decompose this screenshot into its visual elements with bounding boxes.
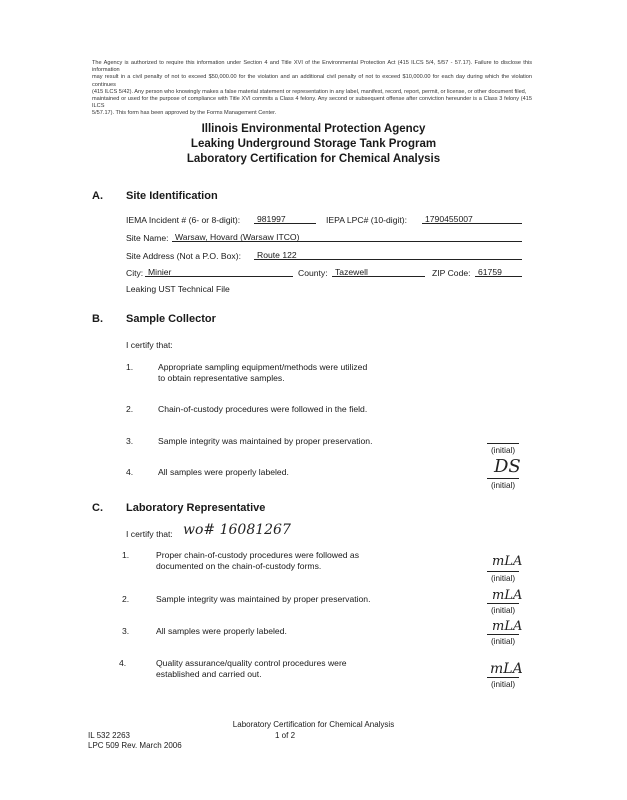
collector-item-text: Chain-of-custody procedures were followed in the field. [158,404,368,414]
lab-item-text: Quality assurance/quality control procedures were [156,658,347,668]
lab-item-number: 1. [122,550,130,560]
collector-item-number: 2. [126,404,134,414]
site-name-label: Site Name: [126,233,169,243]
lab-item-text: established and carried out. [156,669,262,679]
lab-item-text: Sample integrity was maintained by proper preservation. [156,594,371,604]
lab-initial-label: (initial) [490,680,516,689]
lab-initial-line [487,677,519,678]
incident-label: IEMA Incident # (6- or 8-digit): [126,215,241,225]
collector-certify: I certify that: [126,340,173,350]
city-label: City: [126,268,144,278]
zip-label: ZIP Code: [432,268,471,278]
lab-initial-label: (initial) [490,574,516,583]
file-label: Leaking UST Technical File [126,284,230,294]
collector-initial-label: (initial) [490,481,516,490]
county-field[interactable]: Tazewell [332,267,425,277]
lab-initials-signature: mLA [492,554,523,569]
collector-item-text: to obtain representative samples. [158,373,285,383]
footer-page-number: 1 of 2 [275,731,296,740]
lab-initial-label: (initial) [490,637,516,646]
collector-item-number: 3. [126,436,134,446]
lab-initials-signature: mLA [490,661,523,677]
section-c-title: Laboratory Representative [126,502,266,514]
section-a-letter: A. [92,190,103,202]
section-b-title: Sample Collector [126,313,216,325]
collector-initial-label: (initial) [490,446,516,455]
lpc-label: IEPA LPC# (10-digit): [326,215,408,225]
site-address-label: Site Address (Not a P.O. Box): [126,251,241,261]
lab-item-text: documented on the chain-of-custody forms. [156,561,322,571]
section-b-letter: B. [92,313,103,325]
collector-item-text: Sample integrity was maintained by proper preservation. [158,436,373,446]
disclaimer-line: (415 ILCS 5/42). Any person who knowingly makes a false material statement or representation in any label, manifest, record, report, permit, or license, or other document filed, [92,88,527,95]
handwritten-work-order: wo# 16081267 [183,522,291,538]
collector-initial-line [487,443,519,444]
lab-certify: I certify that: [126,529,173,539]
collector-item-text: All samples were properly labeled. [158,467,289,477]
lab-item-number: 2. [122,594,130,604]
disclaimer-line: The Agency is authorized to require this information under Section 4 and Title XVI of the Environmental Protection Act (415 ILCS 5/4, 5/57 - 57.17). Failure to disclose this information [92,60,532,74]
zip-field[interactable]: 61759 [475,267,522,277]
lab-initials-signature: mLA [492,619,523,634]
agency-title: Illinois Environmental Protection Agency [201,123,426,135]
incident-field[interactable]: 981997 [254,214,316,224]
collector-item-number: 4. [126,467,134,477]
lab-initial-line [487,571,519,572]
footer-title: Laboratory Certification for Chemical Analysis [232,720,395,729]
disclaimer-line: maintained or used for the purpose of compliance with Title XVI commits a Class 4 felony. Any second or subsequent offense after conviction hereunder is a Class 3 felony (415 ILCS [92,96,532,110]
footer-form-code: IL 532 2263 [88,731,130,740]
lab-initial-line [487,634,519,635]
lab-item-text: Proper chain-of-custody procedures were followed as [156,550,360,560]
legal-disclaimer [92,60,532,118]
section-c-letter: C. [92,502,103,514]
city-field[interactable]: Minier [145,267,293,277]
disclaimer-line: may result in a civil penalty of not to exceed $50,000.00 for the violation and an additional civil penalty of not to exceed $10,000.00 for each day during which the violation continues [92,74,532,88]
lab-initials-signature: mLA [492,588,523,603]
form-title: Laboratory Certification for Chemical Analysis [186,153,441,165]
lpc-field[interactable]: 1790455007 [422,214,522,224]
site-name-field[interactable]: Warsaw, Hovard (Warsaw ITCO) [172,232,522,242]
program-title: Leaking Underground Storage Tank Program [190,138,437,150]
lab-initial-label: (initial) [490,606,516,615]
county-label: County: [298,268,328,278]
collector-item-number: 1. [126,362,134,372]
collector-initial-line [487,478,519,479]
disclaimer-line: 5/57.17). This form has been approved by the Forms Management Center. [92,110,277,117]
lab-initial-line [487,603,519,604]
collector-initials-signature: DS [494,456,521,477]
site-address-field[interactable]: Route 122 [254,250,522,260]
lab-item-text: All samples were properly labeled. [156,626,287,636]
lab-item-number: 4. [119,658,127,668]
lab-item-number: 3. [122,626,130,636]
section-a-title: Site Identification [126,190,218,202]
collector-item-text: Appropriate sampling equipment/methods were utilized [158,362,368,372]
footer-revision: LPC 509 Rev. March 2006 [88,741,182,750]
